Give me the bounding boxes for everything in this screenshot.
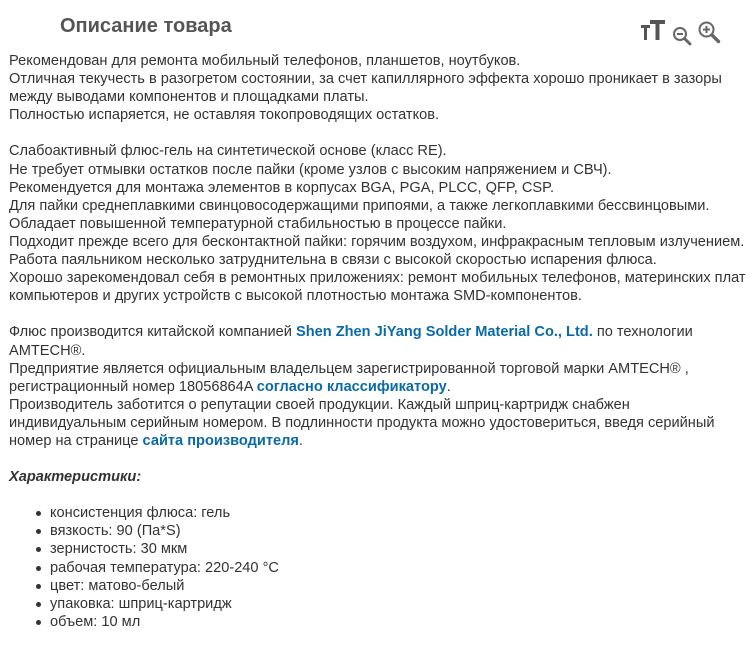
description-header (0, 0, 755, 50)
description-line: Полностью испаряется, не оставляя токопроводящих остатков. (9, 107, 440, 124)
paragraph-gap (9, 124, 749, 142)
spec-item: вязкость: 90 (Па*S) (9, 522, 749, 540)
description-line: Отличная текучесть в разогретом состоянии, за счет капиллярного эффекта хорошо проникает в зазоры между выводами компонентов и площадками платы. (9, 71, 722, 106)
product-description (9, 52, 749, 631)
bullet-icon (36, 620, 41, 625)
spec-item: объем: 10 мл (9, 613, 749, 631)
bullet-icon (36, 602, 41, 607)
manufacturer-link[interactable]: Shen Zhen JiYang Solder Material Co., Ltd. (295, 324, 593, 341)
bullet-icon (36, 584, 41, 589)
zoom-in-icon[interactable] (697, 20, 721, 44)
paragraph-gap (9, 305, 749, 323)
zoom-out-icon[interactable] (672, 26, 692, 46)
spec-item: консистенция флюса: гель (9, 504, 749, 522)
spec-item: рабочая температура: 220-240 °С (9, 559, 749, 577)
specs-list (9, 504, 749, 631)
description-line: Подходит прежде всего для бесконтактной пайки: горячим воздухом, инфракрасным тепловым излучением. Работа паяльником несколько затруднительна в связи с высокой скоростью испарения флюса. (9, 233, 745, 269)
bullet-icon (36, 529, 41, 534)
description-line: Рекомендуется для монтажа элементов в корпусах BGA, PGA, PLCC, QFP, CSP. (9, 179, 555, 196)
description-line: Для пайки среднеплавкими свинцовосодержащими припоями, а также легкоплавкими бессвинцовыми. (9, 197, 710, 214)
classifier-link[interactable]: согласно классификатору (256, 378, 447, 395)
paragraph-gap (9, 450, 749, 468)
reputation-paragraph: Производитель заботится о репутации своей продукции. Каждый шприц-картридж снабжен индивидуальным серийным номером. В подлинности продукта можно удостовериться, введя серийный номер на странице сайта производителя. (9, 396, 715, 449)
spec-item: зернистость: 30 мкм (9, 540, 749, 558)
bullet-icon (36, 566, 41, 571)
page-title: Описание товара (60, 15, 232, 37)
bullet-icon (36, 511, 41, 516)
spec-item: цвет: матово-белый (9, 577, 749, 595)
description-line: Рекомендован для ремонта мобильный телефонов, планшетов, ноутбуков. (9, 53, 521, 69)
description-line: Хорошо зарекомендовал себя в ремонтных приложениях: ремонт мобильных телефонов, материнских плат компьютеров и других устройств с высокой плотностью монтажа SMD-компонентов. (9, 270, 746, 305)
description-line: Слабоактивный флюс-гель на синтетической основе (класс RE). (9, 143, 447, 160)
trademark-paragraph: Предприятие является официальным владельцем зарегистрированной торговой марки AMTECH® , регистрационный номер 18056864A согласно классификатору. (9, 360, 689, 395)
manufacturer-paragraph: Флюс производится китайской компанией Shen Zhen JiYang Solder Material Co., Ltd. по технологии AMTECH®. (9, 324, 693, 359)
text-size-icon[interactable] (640, 18, 666, 42)
bullet-icon (36, 547, 41, 552)
manufacturer-site-link[interactable]: сайта производителя (142, 432, 299, 449)
spec-item: упаковка: шприц-картридж (9, 595, 749, 613)
specs-heading: Характеристики: (9, 469, 142, 486)
description-line: Не требует отмывки остатков после пайки (кроме узлов с высоким напряжением и СВЧ). (9, 161, 612, 178)
description-line: Обладает повышенной температурной стабильностью в процессе пайки. (9, 215, 507, 232)
